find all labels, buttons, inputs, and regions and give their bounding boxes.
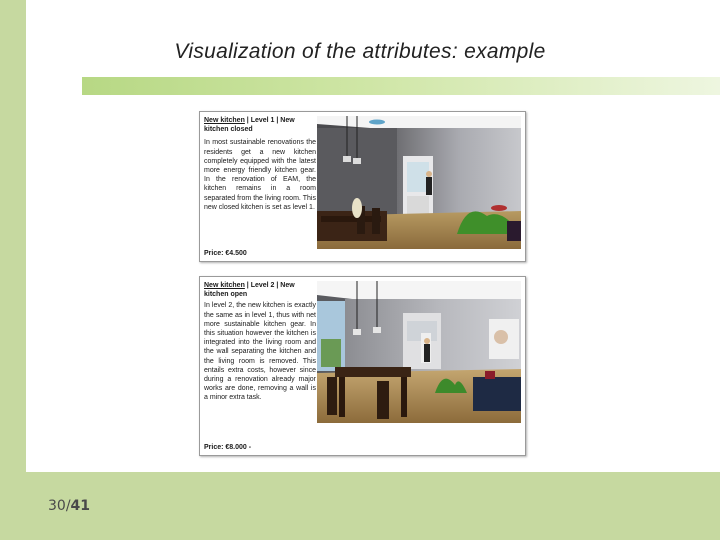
card-heading <box>204 281 316 299</box>
card-price: Price: €4.500 <box>204 250 247 257</box>
card-price: Price: €8.000 - <box>204 444 252 451</box>
card-heading <box>204 116 316 134</box>
card-body-text: In level 2, the new kitchen is exactly the same as in level 1, thus with net more sustainable kitchen gear. In this situation however the kitchen is integrated into the living room and the wall separating the kitchen and the living room is removed. This entails extra costs, however since during a renovation already major works are done, removing a wall is a minor extra task. <box>204 302 316 402</box>
kitchen-closed-render <box>317 116 521 249</box>
card-description <box>204 281 316 451</box>
option-card-level-2 <box>199 276 526 456</box>
card-description <box>204 116 316 257</box>
page-current: 30 <box>48 498 66 514</box>
option-card-level-1 <box>199 111 526 262</box>
title-accent-bar <box>82 77 720 95</box>
kitchen-open-render <box>317 281 521 423</box>
page-number <box>48 498 90 514</box>
card-heading-link[interactable]: New kitchen <box>204 117 245 124</box>
card-heading-link[interactable]: New kitchen <box>204 282 245 289</box>
card-body-text: In most sustainable renovations the residents get a new kitchen completely equipped with the latest more energy friendly kitchen gear. In the renovation of EAM, the kitchen remains in a room separated from the living room. This new closed kitchen is set as level 1. <box>204 139 316 211</box>
card-heading-text: | Level 2 | New kitchen open <box>204 282 295 299</box>
slide-title: Visualization of the attributes: example <box>174 40 546 63</box>
card-heading-text: | Level 1 | New kitchen closed <box>204 117 295 134</box>
page-separator: / <box>65 498 71 514</box>
page-total: 41 <box>70 498 91 514</box>
